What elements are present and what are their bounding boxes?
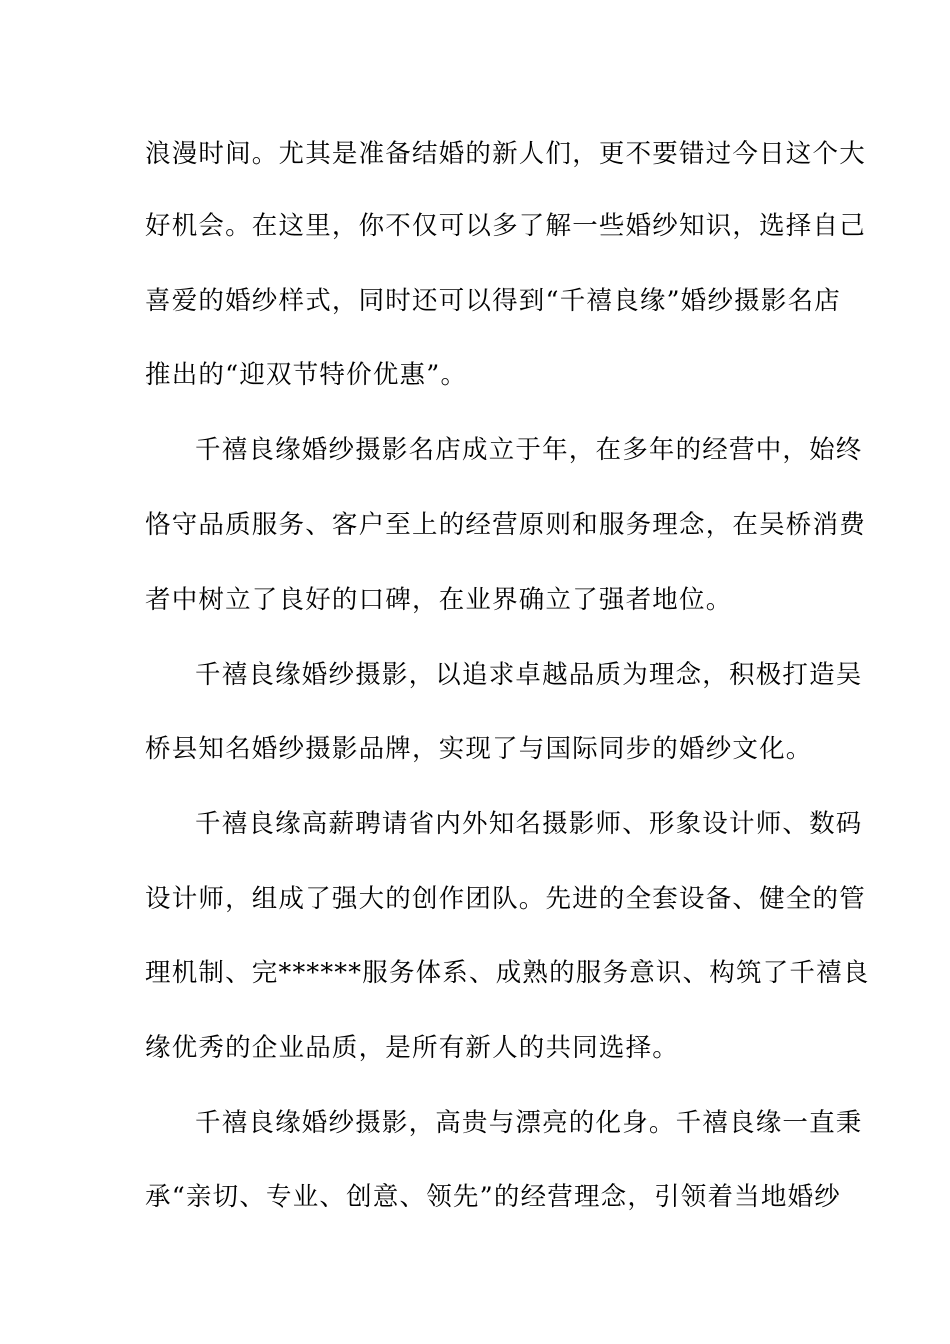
text-line: 喜爱的婚纱样式，同时还可以得到“千禧良缘”婚纱摄影名店 xyxy=(145,286,841,316)
text-line: 者中树立了良好的口碑，在业界确立了强者地位。 xyxy=(145,585,733,615)
text-line: 恪守品质服务、客户至上的经营原则和服务理念，在吴桥消费 xyxy=(145,510,866,540)
text-line: 设计师，组成了强大的创作团队。先进的全套设备、健全的管 xyxy=(145,884,866,914)
text-line: 承“亲切、专业、创意、领先”的经营理念，引领着当地婚纱 xyxy=(145,1182,841,1212)
text-line: 缘优秀的企业品质，是所有新人的共同选择。 xyxy=(145,1033,680,1063)
text-line: 桥县知名婚纱摄影品牌，实现了与国际同步的婚纱文化。 xyxy=(145,734,813,764)
text-line: 推出的“迎双节特价优惠”。 xyxy=(145,360,468,390)
text-line: 千禧良缘高薪聘请省内外知名摄影师、形象设计师、数码 xyxy=(195,809,863,839)
text-line: 浪漫时间。尤其是准备结婚的新人们，更不要错过今日这个大 xyxy=(145,139,866,169)
text-line: 千禧良缘婚纱摄影名店成立于年，在多年的经营中，始终 xyxy=(195,435,863,465)
text-line: 千禧良缘婚纱摄影，高贵与漂亮的化身。千禧良缘一直秉 xyxy=(195,1108,863,1138)
text-line: 千禧良缘婚纱摄影，以追求卓越品质为理念，积极打造吴 xyxy=(195,660,863,690)
text-line: 理机制、完******服务体系、成熟的服务意识、构筑了千禧良 xyxy=(145,958,870,988)
text-line: 好机会。在这里，你不仅可以多了解一些婚纱知识，选择自己 xyxy=(145,211,866,241)
